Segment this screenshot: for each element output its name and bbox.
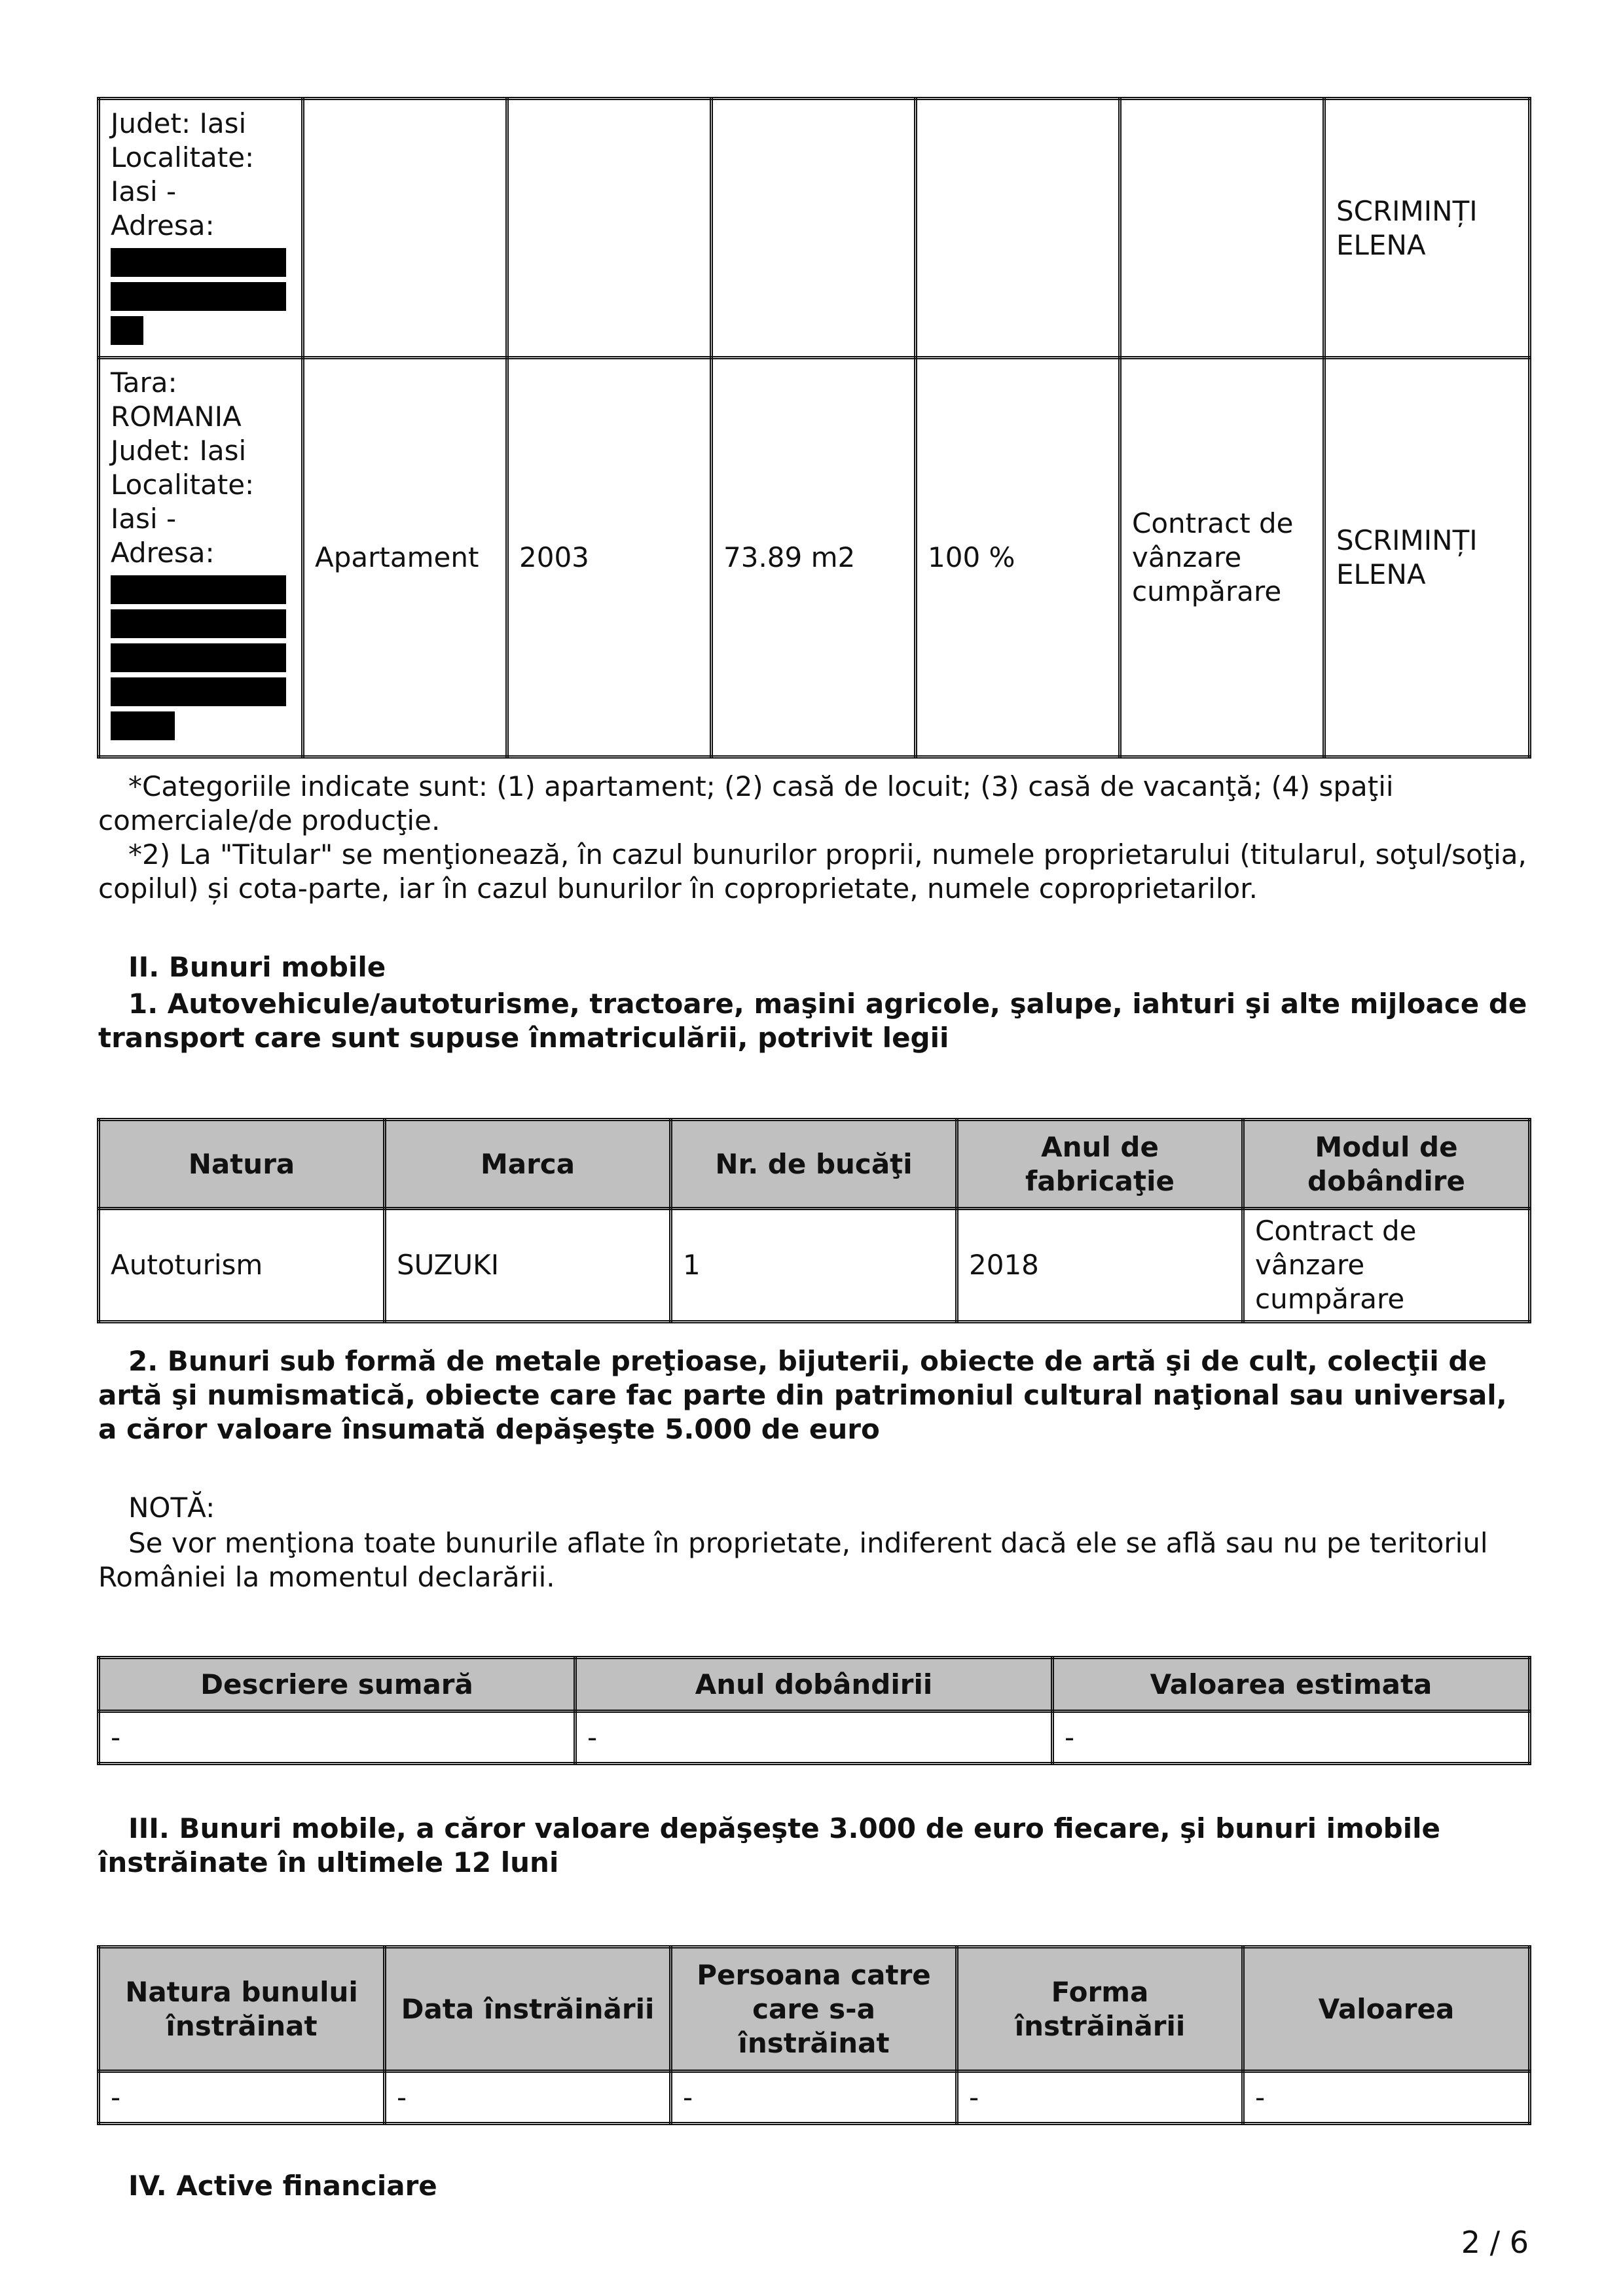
vehicle-nr-bucati: 1 [671, 1209, 957, 1322]
address-line: Localitate: [111, 141, 255, 173]
section-2-subtitle-1: 1. Autovehicule/autoturisme, tractoare, maşini agricole, şalupe, iahturi şi alte mijloace de transport care sunt supuse înmatriculării, potrivit legii [98, 988, 1527, 1054]
acquisition-cell: Contract de vânzare cumpărare [1120, 358, 1324, 757]
valuables-header-row [99, 1658, 1530, 1712]
header-modul-dobandire: Modul de dobândire [1243, 1120, 1530, 1209]
redaction-bar [111, 282, 286, 311]
nota-label: NOTĂ: [128, 1492, 215, 1524]
header-natura: Natura [99, 1120, 385, 1209]
alienated-natura: - [99, 2072, 385, 2124]
section-2-title: II. Bunuri mobile [128, 951, 386, 983]
property-row-2 [99, 358, 1530, 757]
redaction-bar [111, 316, 143, 345]
holder-cell: SCRIMINȚI ELENA [1324, 99, 1530, 358]
vehicle-anul: 2018 [957, 1209, 1243, 1322]
category-cell [303, 99, 507, 358]
valuable-valoarea: - [1053, 1712, 1530, 1764]
address-line: Localitate: [111, 469, 255, 501]
valuables-table [97, 1656, 1531, 1765]
redaction-bar [111, 609, 286, 638]
address-line: Iasi - [111, 503, 177, 535]
redaction-bar [111, 575, 286, 604]
notes-block [98, 770, 1529, 906]
header-valoarea-estimata: Valoarea estimata [1053, 1658, 1530, 1712]
redaction-bar [111, 643, 286, 672]
area-cell [712, 99, 916, 358]
acquisition-cell [1120, 99, 1324, 358]
vehicle-marca: SUZUKI [385, 1209, 671, 1322]
address-cell [99, 99, 303, 358]
header-natura-bunului: Natura bunului înstrăinat [99, 1947, 385, 2072]
table-row [99, 1209, 1530, 1322]
category-cell: Apartament [303, 358, 507, 757]
header-valoarea: Valoarea [1243, 1947, 1530, 2072]
vehicles-table [97, 1118, 1531, 1323]
table-row [99, 2072, 1530, 2124]
header-data-instrainarii: Data înstrăinării [385, 1947, 671, 2072]
address-line: ROMANIA [111, 401, 242, 433]
header-descriere: Descriere sumară [99, 1658, 575, 1712]
header-nr-bucati: Nr. de bucăţi [671, 1120, 957, 1209]
redaction-bar [111, 711, 175, 740]
redaction-bar [111, 248, 286, 277]
address-line: Judet: Iasi [111, 435, 247, 467]
address-line: Adresa: [111, 537, 215, 569]
header-forma-instrainarii: Forma înstrăinării [957, 1947, 1243, 2072]
year-cell [507, 99, 712, 358]
page-number: 2 / 6 [1461, 2225, 1529, 2260]
area-cell: 73.89 m2 [712, 358, 916, 757]
alienated-valoarea: - [1243, 2072, 1530, 2124]
vehicle-natura: Autoturism [99, 1209, 385, 1322]
note-categories: *Categoriile indicate sunt: (1) apartament; (2) casă de locuit; (3) casă de vacanţă; (4) spaţii comerciale/de producţie. [98, 770, 1394, 836]
address-line: Judet: Iasi [111, 107, 247, 139]
valuable-anul: - [575, 1712, 1053, 1764]
alienated-persoana: - [671, 2072, 957, 2124]
vehicles-header-row [99, 1120, 1530, 1209]
section-2-subtitle-2: 2. Bunuri sub formă de metale preţioase, bijuterii, obiecte de artă şi de cult, colecţii de artă şi numismatică, obiecte care fac parte din patrimoniul cultural naţional sau universal, a căror valoare însumată depăşeşte 5.000 de euro [98, 1345, 1507, 1445]
redaction-bar [111, 677, 286, 706]
valuable-descriere: - [99, 1712, 575, 1764]
alienated-forma: - [957, 2072, 1243, 2124]
share-cell [916, 99, 1120, 358]
header-persoana: Persoana catre care s-a înstrăinat [671, 1947, 957, 2072]
share-cell: 100 % [916, 358, 1120, 757]
section-3-title: III. Bunuri mobile, a căror valoare depăşeşte 3.000 de euro fiecare, şi bunuri imobile înstrăinate în ultimele 12 luni [98, 1812, 1441, 1878]
alienated-header-row [99, 1947, 1530, 2072]
address-line: Adresa: [111, 209, 215, 242]
property-table [97, 97, 1531, 759]
note-titular: *2) La "Titular" se menţionează, în cazul bunurilor proprii, numele proprietarului (titularul, soţul/soţia, copilul) și cota-parte, iar în cazul bunurilor în coproprietate, numele coproprietarilor. [98, 838, 1527, 905]
header-anul-fabricatie: Anul de fabricaţie [957, 1120, 1243, 1209]
header-marca: Marca [385, 1120, 671, 1209]
address-line: Tara: [111, 367, 177, 399]
vehicle-modul: Contract de vânzare cumpărare [1243, 1209, 1530, 1322]
year-cell: 2003 [507, 358, 712, 757]
alienated-assets-table [97, 1945, 1531, 2125]
section-4-title: IV. Active financiare [128, 2170, 437, 2202]
property-row-1 [99, 99, 1530, 358]
address-line: Iasi - [111, 175, 177, 207]
address-cell [99, 358, 303, 757]
alienated-data: - [385, 2072, 671, 2124]
nota-text: Se vor menţiona toate bunurile aflate în proprietate, indiferent dacă ele se află sau nu pe teritoriul României la momentul declarării. [98, 1527, 1488, 1593]
holder-cell: SCRIMINȚI ELENA [1324, 358, 1530, 757]
header-anul-dobandirii: Anul dobândirii [575, 1658, 1053, 1712]
table-row [99, 1712, 1530, 1764]
